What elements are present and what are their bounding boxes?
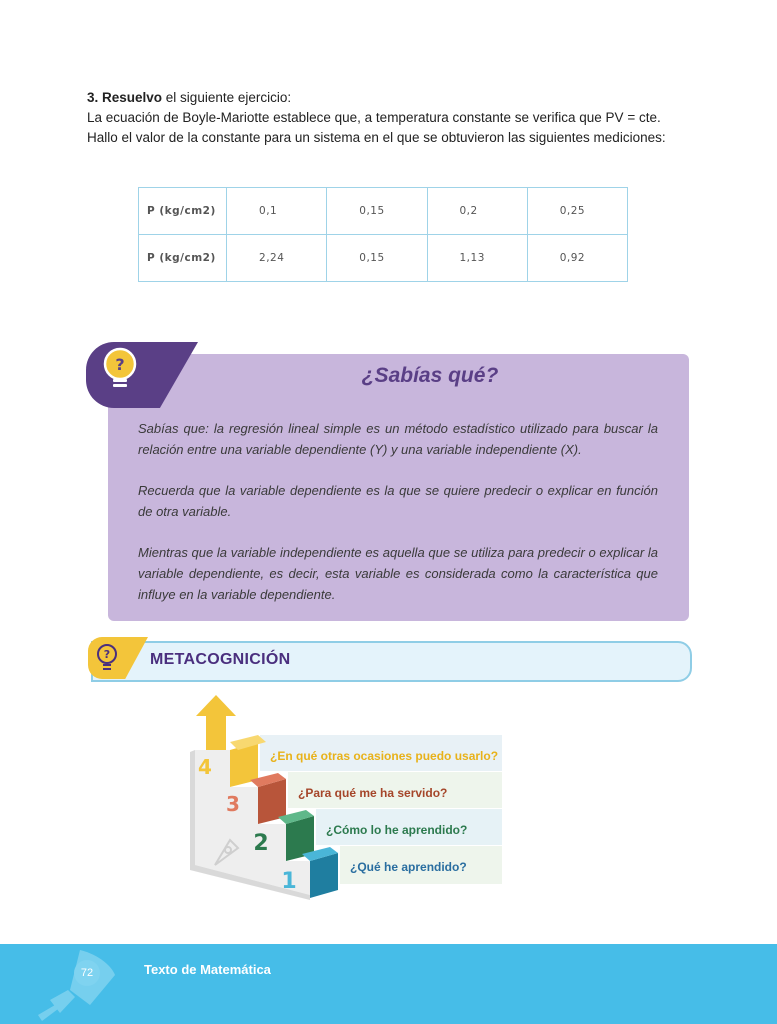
- step-question-1: ¿Qué he aprendido?: [350, 860, 467, 874]
- table-cell: 0,15: [327, 235, 427, 282]
- table-cell: 0,2: [427, 188, 527, 235]
- lightbulb-icon: [94, 642, 120, 674]
- table-cell: 2,24: [227, 235, 327, 282]
- footer-title: Texto de Matemática: [144, 962, 271, 977]
- sabias-body: [138, 418, 658, 625]
- metacognicion-title: METACOGNICIÓN: [150, 651, 291, 668]
- row-header: P (kg/cm2): [139, 235, 227, 282]
- exercise-line-3: Hallo el valor de la constante para un sistema en el que se obtuvieron las siguientes mediciones:: [87, 130, 666, 145]
- step-question-3: ¿Para qué me ha servido?: [298, 786, 448, 800]
- rocket-icon: [30, 945, 120, 1024]
- table-cell: 1,13: [427, 235, 527, 282]
- exercise-block: [87, 88, 707, 148]
- svg-text:3: 3: [226, 792, 240, 815]
- step-question-2: ¿Cómo lo he aprendido?: [326, 823, 468, 837]
- measurements-table: [138, 187, 628, 282]
- step-number-3: [223, 791, 243, 815]
- table-cell: 0,92: [527, 235, 627, 282]
- step-question-4: ¿En qué otras ocasiones puedo usarlo?: [270, 749, 499, 763]
- svg-text:2: 2: [253, 831, 269, 854]
- step-number-4: [195, 754, 215, 778]
- page-number: 72: [74, 960, 100, 986]
- table-cell: 0,15: [327, 188, 427, 235]
- lightbulb-icon: [101, 346, 139, 392]
- row-header: P (kg/cm2): [139, 188, 227, 235]
- svg-text:1: 1: [281, 869, 297, 892]
- exercise-number: 3. Resuelvo: [87, 90, 163, 105]
- svg-text:?: ?: [103, 648, 111, 661]
- table-row: [139, 188, 628, 235]
- sabias-title: ¿Sabías qué?: [361, 364, 499, 387]
- table-row: [139, 235, 628, 282]
- sabias-paragraph: Mientras que la variable independiente es aquella que se utiliza para predecir o explicar la variable dependiente, es decir, esta variable es considerada como la característica que influye en la variable dependiente.: [138, 545, 658, 602]
- step-number-2: [251, 828, 271, 854]
- exercise-line-2: La ecuación de Boyle-Mariotte establece que, a temperatura constante se verifica que PV = cte.: [87, 110, 661, 125]
- sabias-paragraph: Recuerda que la variable dependiente es la que se quiere predecir o explicar en función de otra variable.: [138, 483, 658, 519]
- table-cell: 0,25: [527, 188, 627, 235]
- svg-text:4: 4: [198, 755, 212, 778]
- step-number-1: [279, 866, 299, 892]
- svg-text:?: ?: [115, 355, 125, 374]
- exercise-intro-text: el siguiente ejercicio:: [162, 90, 292, 105]
- sabias-paragraph: Sabías que: la regresión lineal simple es un método estadístico utilizado para buscar la relación entre una variable dependiente (Y) y una variable independiente (X).: [138, 421, 658, 457]
- exercise-intro: [87, 88, 707, 108]
- table-cell: 0,1: [227, 188, 327, 235]
